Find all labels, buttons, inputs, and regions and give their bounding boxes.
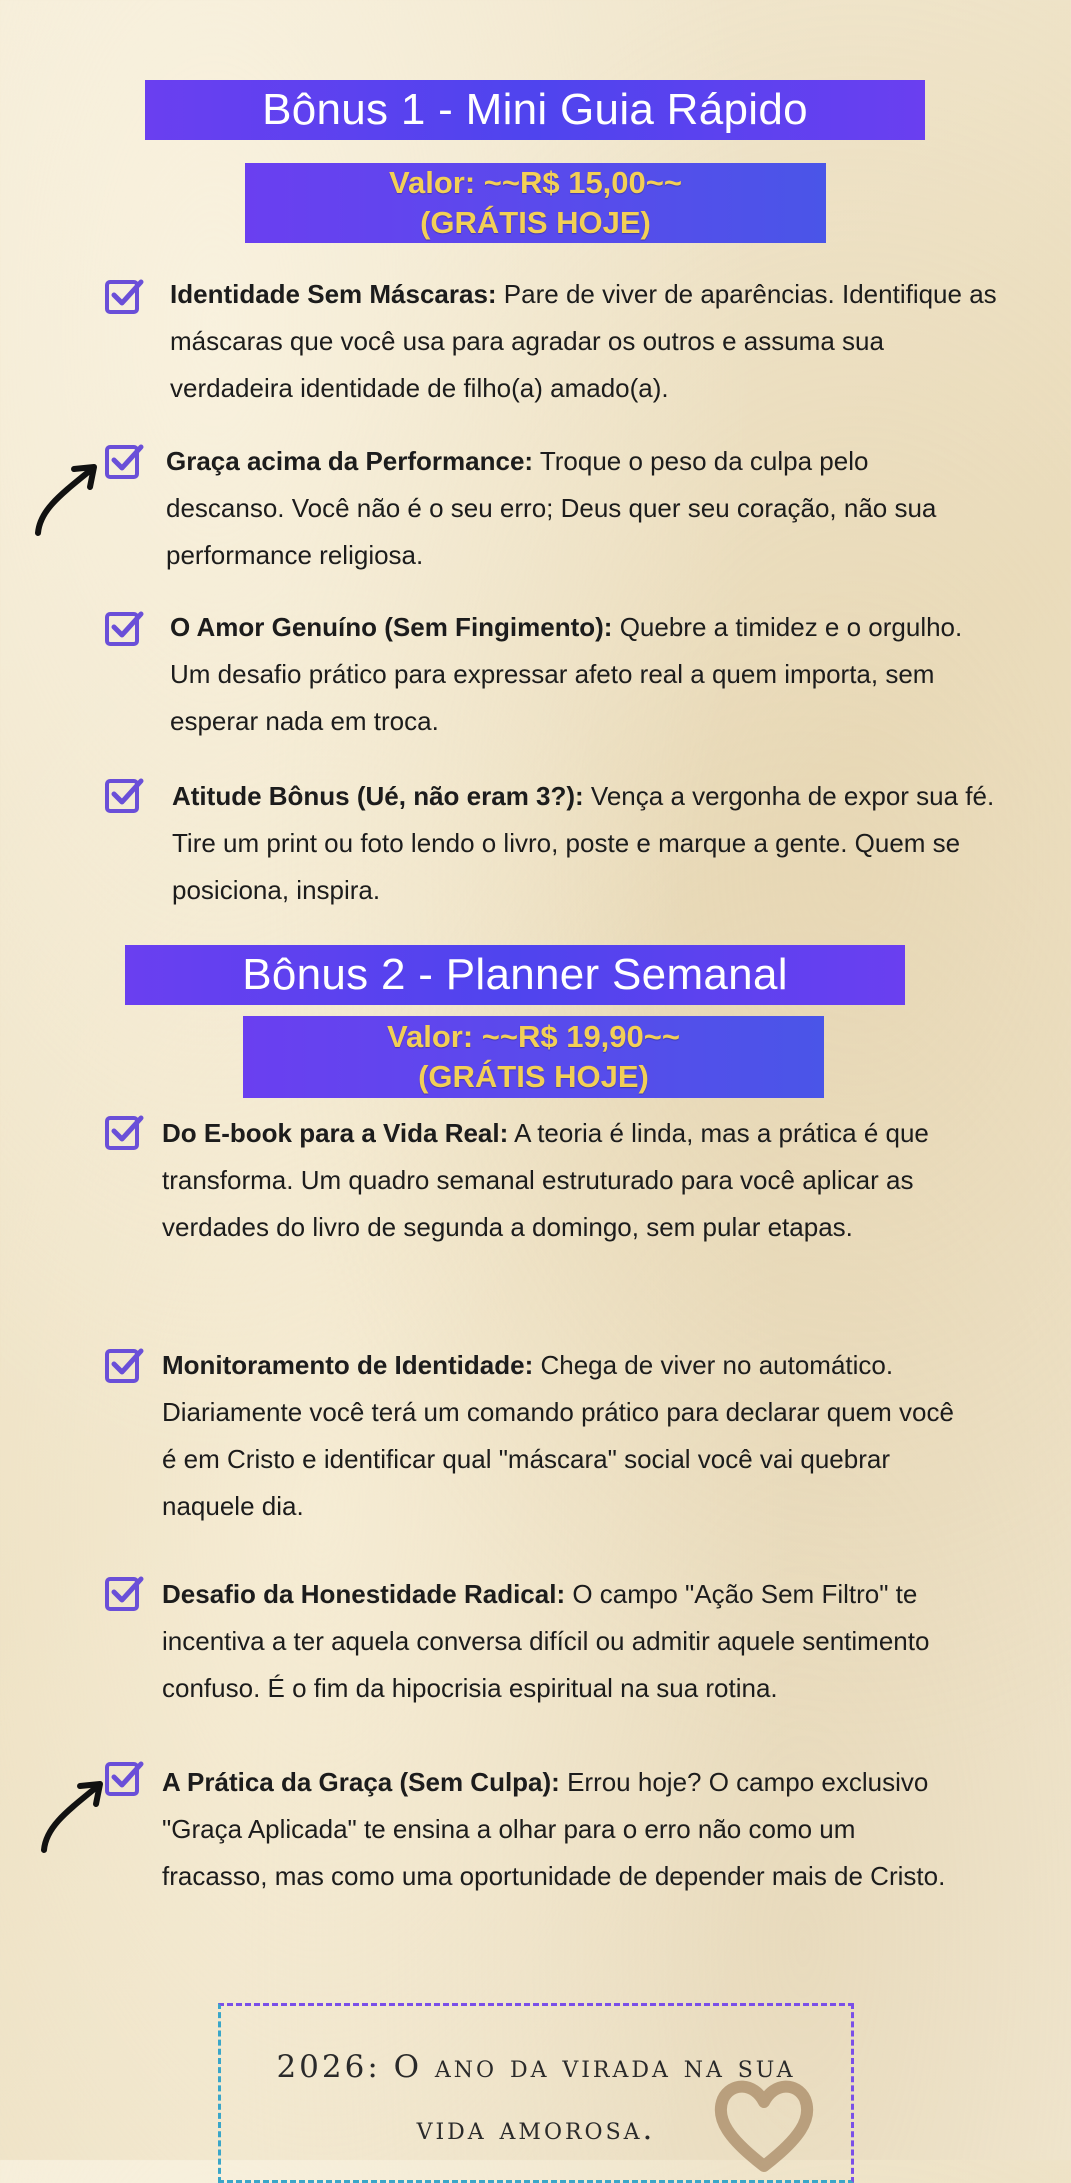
bonus1-price-free: (GRÁTIS HOJE) — [420, 205, 651, 240]
bonus2-item-4-title: A Prática da Graça (Sem Culpa): — [162, 1767, 560, 1797]
footer-line-1: 2026: O ano da virada na sua — [276, 2049, 796, 2085]
curved-arrow-icon — [30, 455, 110, 545]
bonus2-title-banner — [125, 945, 905, 1005]
bonus2-price-box — [243, 1016, 824, 1098]
bonus1-item-2 — [166, 438, 986, 579]
bonus2-item-2-title: Monitoramento de Identidade: — [162, 1350, 534, 1380]
bonus2-title: Bônus 2 - Planner Semanal — [242, 950, 788, 999]
bonus2-item-1-text: A teoria é linda, mas a prática é que transforma. Um quadro semanal estruturado para você aplicar as verdades do livro de segunda a domingo, sem pular etapas. — [162, 1118, 929, 1242]
bonus1-item-1-title: Identidade Sem Máscaras: — [170, 279, 497, 309]
bonus1-title-banner — [145, 80, 925, 140]
bonus2-price-value: Valor: ~~R$ 19,90~~ — [387, 1019, 680, 1054]
checkbox-checked-icon — [104, 1573, 144, 1613]
bonus1-price-value: Valor: ~~R$ 15,00~~ — [389, 165, 682, 200]
footer-line-2: vida amorosa. — [416, 2111, 656, 2147]
bonus1-item-4-title: Atitude Bônus (Ué, não eram 3?): — [172, 781, 584, 811]
bonus1-title: Bônus 1 - Mini Guia Rápido — [262, 85, 808, 134]
checkbox-checked-icon — [104, 1112, 144, 1152]
bonus2-item-1-title: Do E-book para a Vida Real: — [162, 1118, 509, 1148]
checkbox-checked-icon — [104, 1758, 144, 1798]
heart-outline-icon — [709, 2074, 819, 2174]
bonus2-item-3 — [162, 1571, 992, 1712]
bonus2-item-4-text: Errou hoje? O campo exclusivo "Graça Aplicada" te ensina a olhar para o erro não como um fracasso, mas como uma oportunidade de depender mais de Cristo. — [162, 1767, 946, 1891]
bonus2-item-3-title: Desafio da Honestidade Radical: — [162, 1579, 566, 1609]
bonus1-item-1-text: Pare de viver de aparências. Identifique as máscaras que você usa para agradar os outros e assuma sua verdadeira identidade de filho(a) amado(a). — [170, 279, 997, 403]
bonus1-item-2-title: Graça acima da Performance: — [166, 446, 534, 476]
bonus1-price-box — [245, 163, 826, 243]
bonus1-item-3-title: O Amor Genuíno (Sem Fingimento): — [170, 612, 613, 642]
bonus2-item-3-text: O campo "Ação Sem Filtro" te incentiva a ter aquela conversa difícil ou admitir aquele sentimento confuso. É o fim da hipocrisia espiritual na sua rotina. — [162, 1579, 930, 1703]
bonus2-price-free: (GRÁTIS HOJE) — [418, 1059, 649, 1094]
checkbox-checked-icon — [104, 441, 144, 481]
checkbox-checked-icon — [104, 775, 144, 815]
checkbox-checked-icon — [104, 608, 144, 648]
footer-box — [218, 2003, 854, 2183]
bonus2-item-2-text: Chega de viver no automático. Diariamente você terá um comando prático para declarar quem você é em Cristo e identificar qual "máscara" social você vai quebrar naquele dia. — [162, 1350, 954, 1521]
bonus1-item-4 — [172, 773, 1002, 914]
bonus1-item-2-text: Troque o peso da culpa pelo descanso. Você não é o seu erro; Deus quer seu coração, não sua performance religiosa. — [166, 446, 937, 570]
bonus2-item-4 — [162, 1759, 952, 1900]
checkbox-checked-icon — [104, 1345, 144, 1385]
bonus2-item-2 — [162, 1342, 972, 1530]
bonus1-item-1 — [170, 271, 1000, 412]
bonus2-item-1 — [162, 1110, 962, 1251]
bonus1-item-3-text: Quebre a timidez e o orgulho. Um desafio prático para expressar afeto real a quem importa, sem esperar nada em troca. — [170, 612, 963, 736]
checkbox-checked-icon — [104, 276, 144, 316]
bonus1-item-3 — [170, 604, 990, 745]
bonus1-item-4-text: Vença a vergonha de expor sua fé. Tire um print ou foto lendo o livro, poste e marque a gente. Quem se posiciona, inspira. — [172, 781, 995, 905]
